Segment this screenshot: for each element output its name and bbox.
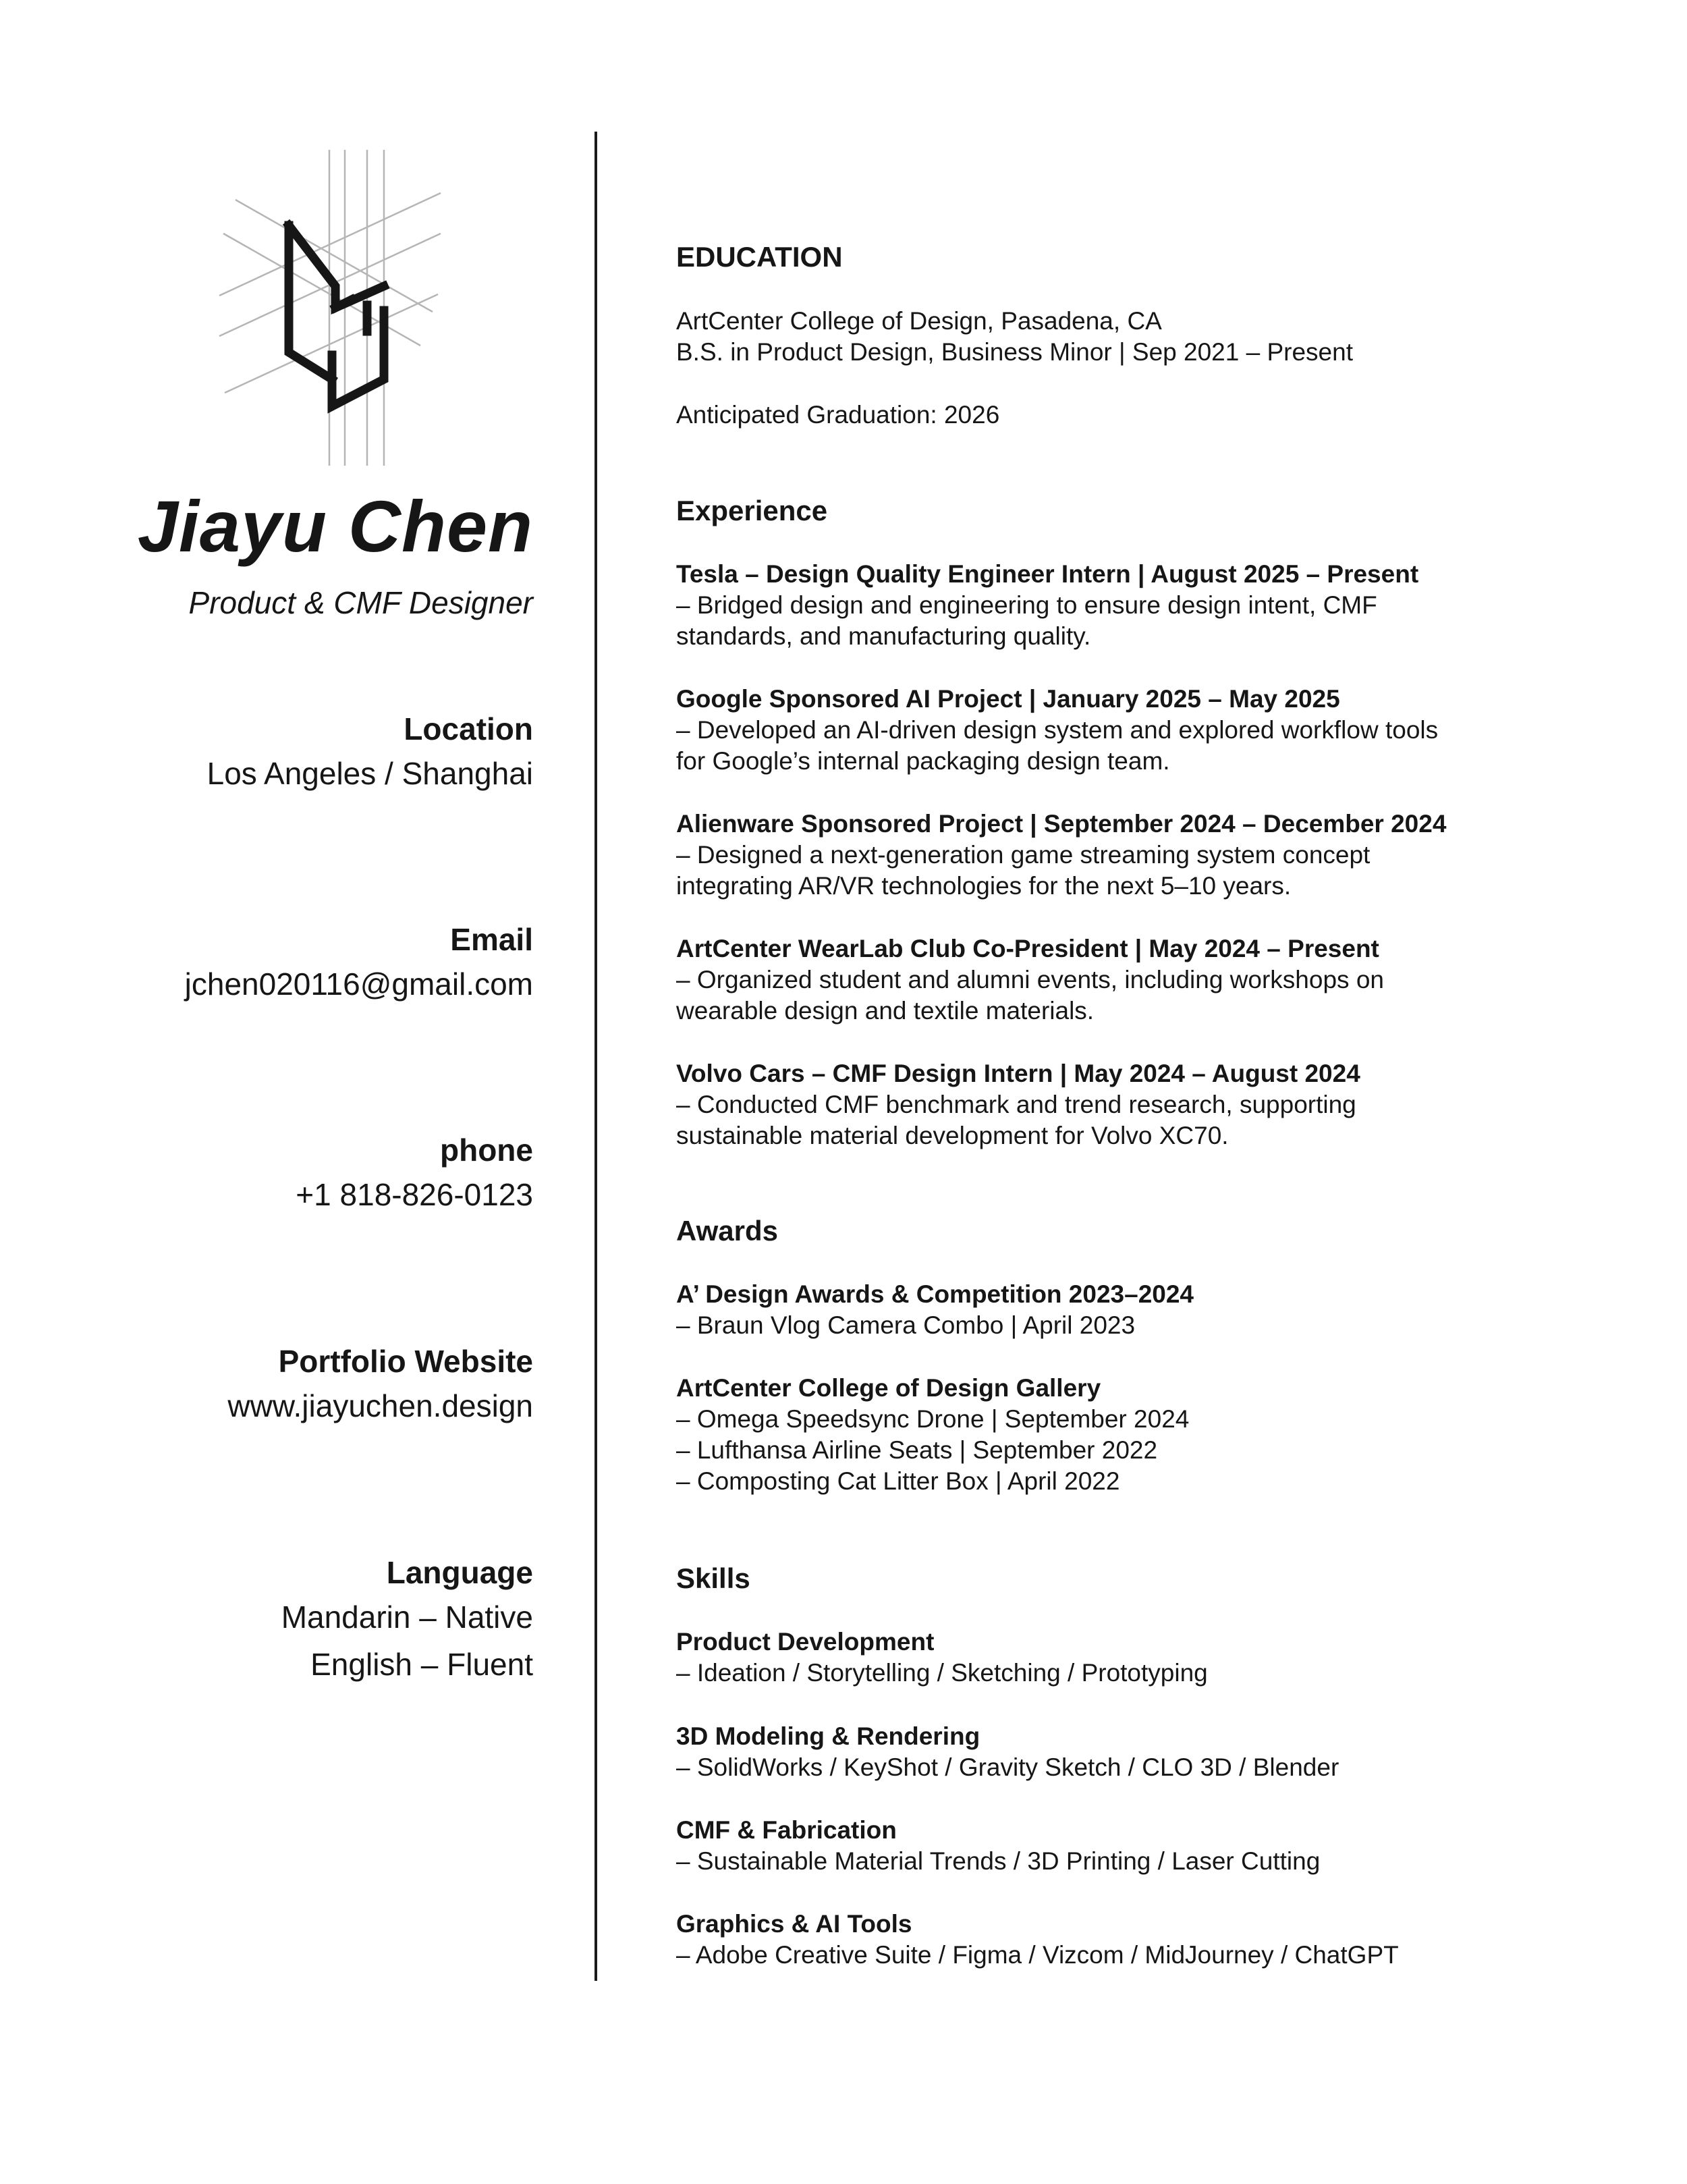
skill-item [676, 1627, 1648, 1689]
experience-item-line: – Designed a next-generation game streaming system concept [676, 841, 1371, 869]
skills-heading: Skills [676, 1562, 750, 1594]
location-label: Location [404, 711, 533, 746]
candidate-name: Jiayu Chen [137, 485, 533, 567]
skill-item-title: Product Development [676, 1628, 935, 1656]
skill-item-line: – SolidWorks / KeyShot / Gravity Sketch / CLO 3D / Blender [676, 1753, 1339, 1781]
experience-item-line: standards, and manufacturing quality. [676, 622, 1091, 650]
award-item-line: – Lufthansa Airline Seats | September 2022 [676, 1436, 1158, 1464]
skill-item [676, 1815, 1648, 1877]
experience-item-title: ArtCenter WearLab Club Co-President | May 2024 – Present [676, 935, 1379, 962]
experience-item [676, 809, 1648, 902]
experience-item-line: for Google’s internal packaging design team. [676, 747, 1170, 775]
experience-item [676, 933, 1648, 1027]
language-value-2: English – Fluent [310, 1647, 533, 1682]
email-value[interactable]: jchen020116@gmail.com [184, 966, 533, 1002]
location-value: Los Angeles / Shanghai [206, 756, 533, 791]
phone-label: phone [440, 1132, 533, 1168]
phone-value[interactable]: +1 818-826-0123 [296, 1177, 533, 1212]
skill-item-title: 3D Modeling & Rendering [676, 1722, 980, 1750]
experience-item-title: Alienware Sponsored Project | September 2024 – December 2024 [676, 810, 1447, 838]
experience-item-title: Tesla – Design Quality Engineer Intern | August 2025 – Present [676, 560, 1419, 588]
experience-item-line: – Developed an AI-driven design system and explored workflow tools [676, 716, 1439, 744]
experience-item-title: Volvo Cars – CMF Design Intern | May 2024 – August 2024 [676, 1060, 1360, 1087]
portfolio-link[interactable]: www.jiayuchen.design [227, 1388, 533, 1423]
experience-item-line: integrating AR/VR technologies for the next 5–10 years. [676, 872, 1292, 900]
skill-item-title: Graphics & AI Tools [676, 1910, 912, 1938]
skill-item [676, 1909, 1648, 1971]
column-divider [594, 132, 597, 1981]
education-heading: EDUCATION [676, 241, 843, 273]
skill-item-line: – Sustainable Material Trends / 3D Printing / Laser Cutting [676, 1847, 1321, 1875]
award-item [676, 1373, 1648, 1497]
experience-item [676, 1058, 1648, 1151]
language-label: Language [386, 1555, 533, 1590]
award-item-title: ArtCenter College of Design Gallery [676, 1374, 1101, 1402]
award-item-line: – Omega Speedsync Drone | September 2024 [676, 1405, 1190, 1433]
experience-item-line: – Organized student and alumni events, including workshops on [676, 966, 1384, 993]
experience-item [676, 684, 1648, 777]
email-label: Email [450, 922, 533, 957]
experience-heading: Experience [676, 495, 828, 526]
monogram-logo-icon [218, 146, 447, 470]
language-value-1: Mandarin – Native [281, 1600, 533, 1635]
portfolio-label: Portfolio Website [278, 1344, 533, 1379]
experience-item-title: Google Sponsored AI Project | January 2025 – May 2025 [676, 685, 1340, 713]
candidate-title: Product & CMF Designer [188, 585, 533, 620]
education-degree: B.S. in Product Design, Business Minor | Sep 2021 – Present [676, 338, 1353, 366]
skill-item-title: CMF & Fabrication [676, 1816, 897, 1844]
awards-heading: Awards [676, 1215, 778, 1247]
education-school: ArtCenter College of Design, Pasadena, CA [676, 307, 1162, 335]
award-item [676, 1279, 1648, 1341]
award-item-line: – Composting Cat Litter Box | April 2022 [676, 1467, 1120, 1495]
skill-item [676, 1721, 1648, 1783]
award-item-title: A’ Design Awards & Competition 2023–2024 [676, 1280, 1194, 1308]
education-entry [676, 306, 1648, 368]
skill-item-line: – Adobe Creative Suite / Figma / Vizcom / MidJourney / ChatGPT [676, 1941, 1399, 1969]
experience-item-line: wearable design and textile materials. [676, 997, 1095, 1025]
skill-item-line: – Ideation / Storytelling / Sketching / Prototyping [676, 1659, 1208, 1687]
award-item-line: – Braun Vlog Camera Combo | April 2023 [676, 1311, 1136, 1339]
experience-item-line: – Conducted CMF benchmark and trend research, supporting [676, 1091, 1356, 1118]
experience-item-line: – Bridged design and engineering to ensure design intent, CMF [676, 591, 1377, 619]
experience-item-line: sustainable material development for Volvo XC70. [676, 1122, 1229, 1149]
experience-item [676, 559, 1648, 652]
education-graduation: Anticipated Graduation: 2026 [676, 401, 1000, 429]
